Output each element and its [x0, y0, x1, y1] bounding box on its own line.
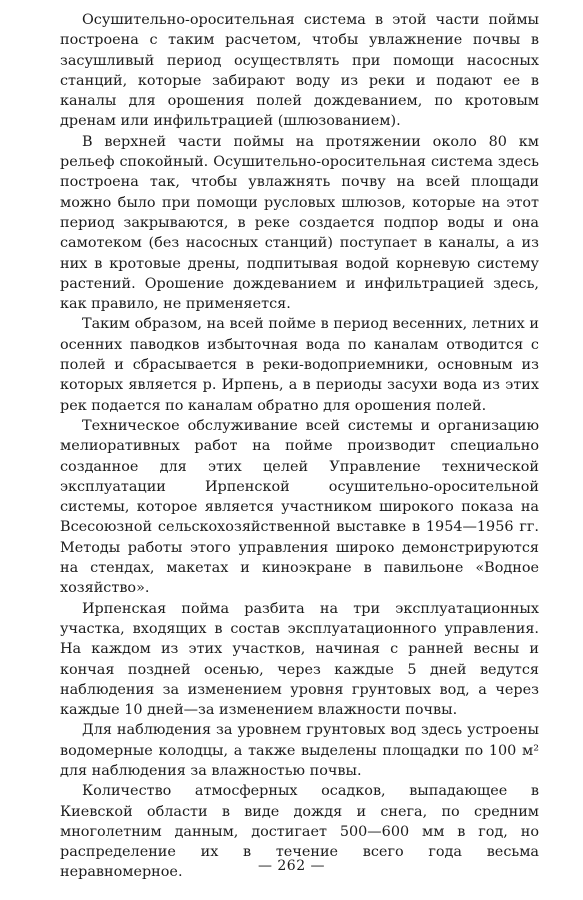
paragraph-flood-drainage: Таким образом, на всей пойме в период весенних, летних и осенних паводков избыточная вода по каналам отводится с полей и сбрасывается в реки-водоприемники, основным из которых является р. Ирпень, а в периоды засухи вода из этих рек подается по каналам обратно для орошения полей. — [60, 316, 539, 414]
paragraph-operational-sections: Ирпенская пойма разбита на три эксплуатационных участка, входящих в состав эксплуатационного управления. На каждом из этих участков, начиная с ранней весны и кончая поздней осенью, через каждые 5 дней ведутся наблюдения за изменением уровня грунтовых вод, а через каждые 10 дней—за изменением влажности почвы. — [60, 600, 539, 719]
paragraph-maintenance: Техническое обслуживание всей системы и организацию мелиоративных работ на пойме производит специально созданное для этих целей Управление технической эксплуатации Ирпенской осушительно-оросительной системы, которое является участником широкого показа на Всесоюзной сельскохозяйственной выставке в 1954—1956 гг. Методы работы этого управления широко демонстрируются на стендах, макетах и киноэкране в павильоне «Водное хозяйство». — [60, 417, 539, 597]
paragraph-irrigation-system: Осушительно-оросительная система в этой части поймы построена с таким расчетом, чтобы увлажнение почвы в засушливый период осуществлять при помощи насосных станций, которые забирают воду из реки и подают ее в каналы для орошения полей дождеванием, по кротовым дренам или инфильтрацией (шлюзованием). — [60, 12, 539, 130]
paragraph-upper-floodplain: В верхней части поймы на протяжении около 80 км рельеф спокойный. Осушительно-оросительная система здесь построена так, чтобы увлажнять почву на всей площади можно было при помощи русловых шлюзов, которые на этот период закрываются, в реке создается подпор воды и она самотеком (без насосных станций) поступает в каналы, а из них в кротовые дрены, подпитывая водой корневую систему растений. Орошение дождеванием и инфильтрацией здесь, как правило, не применяется. — [60, 133, 539, 313]
paragraph-observation-wells: Для наблюдения за уровнем грунтовых вод здесь устроены водомерные колодцы, а также выделены площадки по 100 м² для наблюдения за влажностью почвы. — [60, 722, 539, 779]
page-number: — 262 — — [257, 858, 326, 874]
paragraph-precipitation: Количество атмосферных осадков, выпадающее в Киевской области в виде дождя и снега, по средним многолетним данным, достигает 500—600 мм в год, но распределение их в течение всего года весьма неравномерное. — [60, 783, 539, 881]
